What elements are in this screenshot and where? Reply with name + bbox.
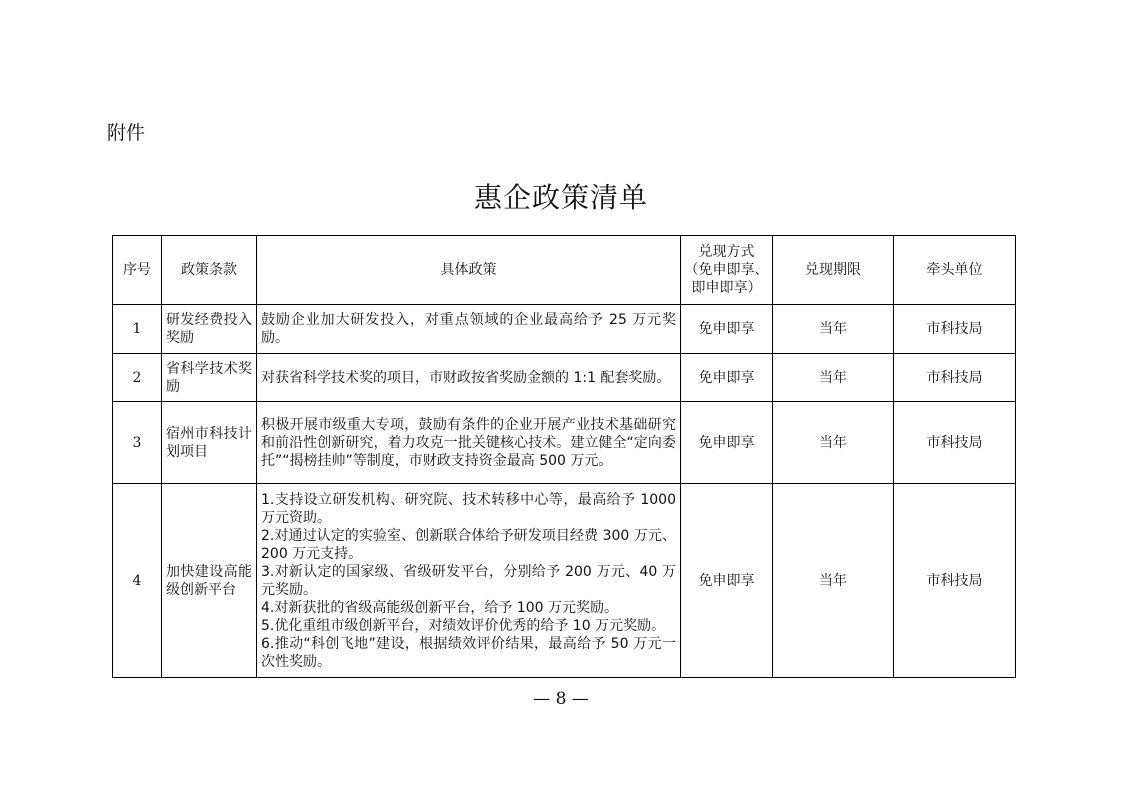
- header-policy-detail: 具体政策: [257, 236, 681, 305]
- policy-detail: [257, 484, 681, 678]
- header-number: 序号: [113, 236, 162, 305]
- policy-detail-line: 5.优化重组市级创新平台，对绩效评价优秀的给予 10 万元奖励。: [261, 617, 666, 634]
- lead-unit: 市科技局: [894, 305, 1016, 354]
- lead-unit: 市科技局: [894, 354, 1016, 402]
- policy-detail-line: 对获省科学技术奖的项目，市财政按省奖励金额的 1:1 配套奖励。: [261, 369, 671, 386]
- redemption-method: 免申即享: [681, 305, 773, 354]
- redemption-method: 免申即享: [681, 484, 773, 678]
- redemption-period: 当年: [773, 484, 894, 678]
- row-number: 1: [113, 305, 162, 354]
- table-row: [113, 305, 1016, 354]
- policy-detail-line: 鼓励企业加大研发投入，对重点领域的企业最高给予 25 万元奖励。: [261, 312, 676, 346]
- policy-detail: [257, 354, 681, 402]
- policy-detail-line: 4.对新获批的省级高能级创新平台，给予 100 万元奖励。: [261, 599, 618, 616]
- table-row: [113, 354, 1016, 402]
- redemption-method: 免申即享: [681, 354, 773, 402]
- policy-detail: [257, 402, 681, 484]
- redemption-period: 当年: [773, 305, 894, 354]
- row-number: 4: [113, 484, 162, 678]
- policy-item: 省科学技术奖励: [162, 354, 257, 402]
- row-number: 3: [113, 402, 162, 484]
- policy-detail-line: 2.对通过认定的实验室、创新联合体给予研发项目经费 300 万元、200 万元支持。: [261, 527, 676, 562]
- lead-unit: 市科技局: [894, 402, 1016, 484]
- policy-detail-line: 3.对新认定的国家级、省级研发平台，分别给予 200 万元、40 万元奖励。: [261, 563, 676, 598]
- policy-detail-line: 6.推动“科创飞地”建设，根据绩效评价结果，最高给予 50 万元一次性奖励。: [261, 635, 676, 670]
- policy-item: 加快建设高能级创新平台: [162, 484, 257, 678]
- row-number: 2: [113, 354, 162, 402]
- header-lead-unit: 牵头单位: [894, 236, 1016, 305]
- policy-detail-line: 积极开展市级重大专项，鼓励有条件的企业开展产业技术基础研究和前沿性创新研究，着力攻克一批关键核心技术。建立健全“定向委托”“揭榜挂帅”等制度，市财政支持资金最高 500 万元。: [261, 416, 676, 469]
- policy-detail-line: 1.支持设立研发机构、研究院、技术转移中心等，最高给予 1000 万元资助。: [261, 491, 676, 526]
- table-header-row: [113, 236, 1016, 305]
- policy-item: 研发经费投入奖励: [162, 305, 257, 354]
- header-method-line: 兑现方式: [698, 244, 755, 260]
- redemption-method: 免申即享: [681, 402, 773, 484]
- table-row: [113, 484, 1016, 678]
- header-method-line: （免申即享、: [684, 262, 769, 278]
- header-redemption-period: 兑现期限: [773, 236, 894, 305]
- attachment-label: 附件: [107, 122, 146, 144]
- table-row: [113, 402, 1016, 484]
- policy-item: 宿州市科技计划项目: [162, 402, 257, 484]
- policy-table: [112, 235, 1016, 678]
- lead-unit: 市科技局: [894, 484, 1016, 678]
- page-title: 惠企政策清单: [473, 181, 648, 214]
- header-redemption-method: [681, 236, 773, 305]
- redemption-period: 当年: [773, 402, 894, 484]
- header-policy-item: 政策条款: [162, 236, 257, 305]
- page-number: — 8 —: [533, 689, 589, 709]
- policy-detail: [257, 305, 681, 354]
- redemption-period: 当年: [773, 354, 894, 402]
- header-method-line: 即申即享）: [691, 280, 762, 296]
